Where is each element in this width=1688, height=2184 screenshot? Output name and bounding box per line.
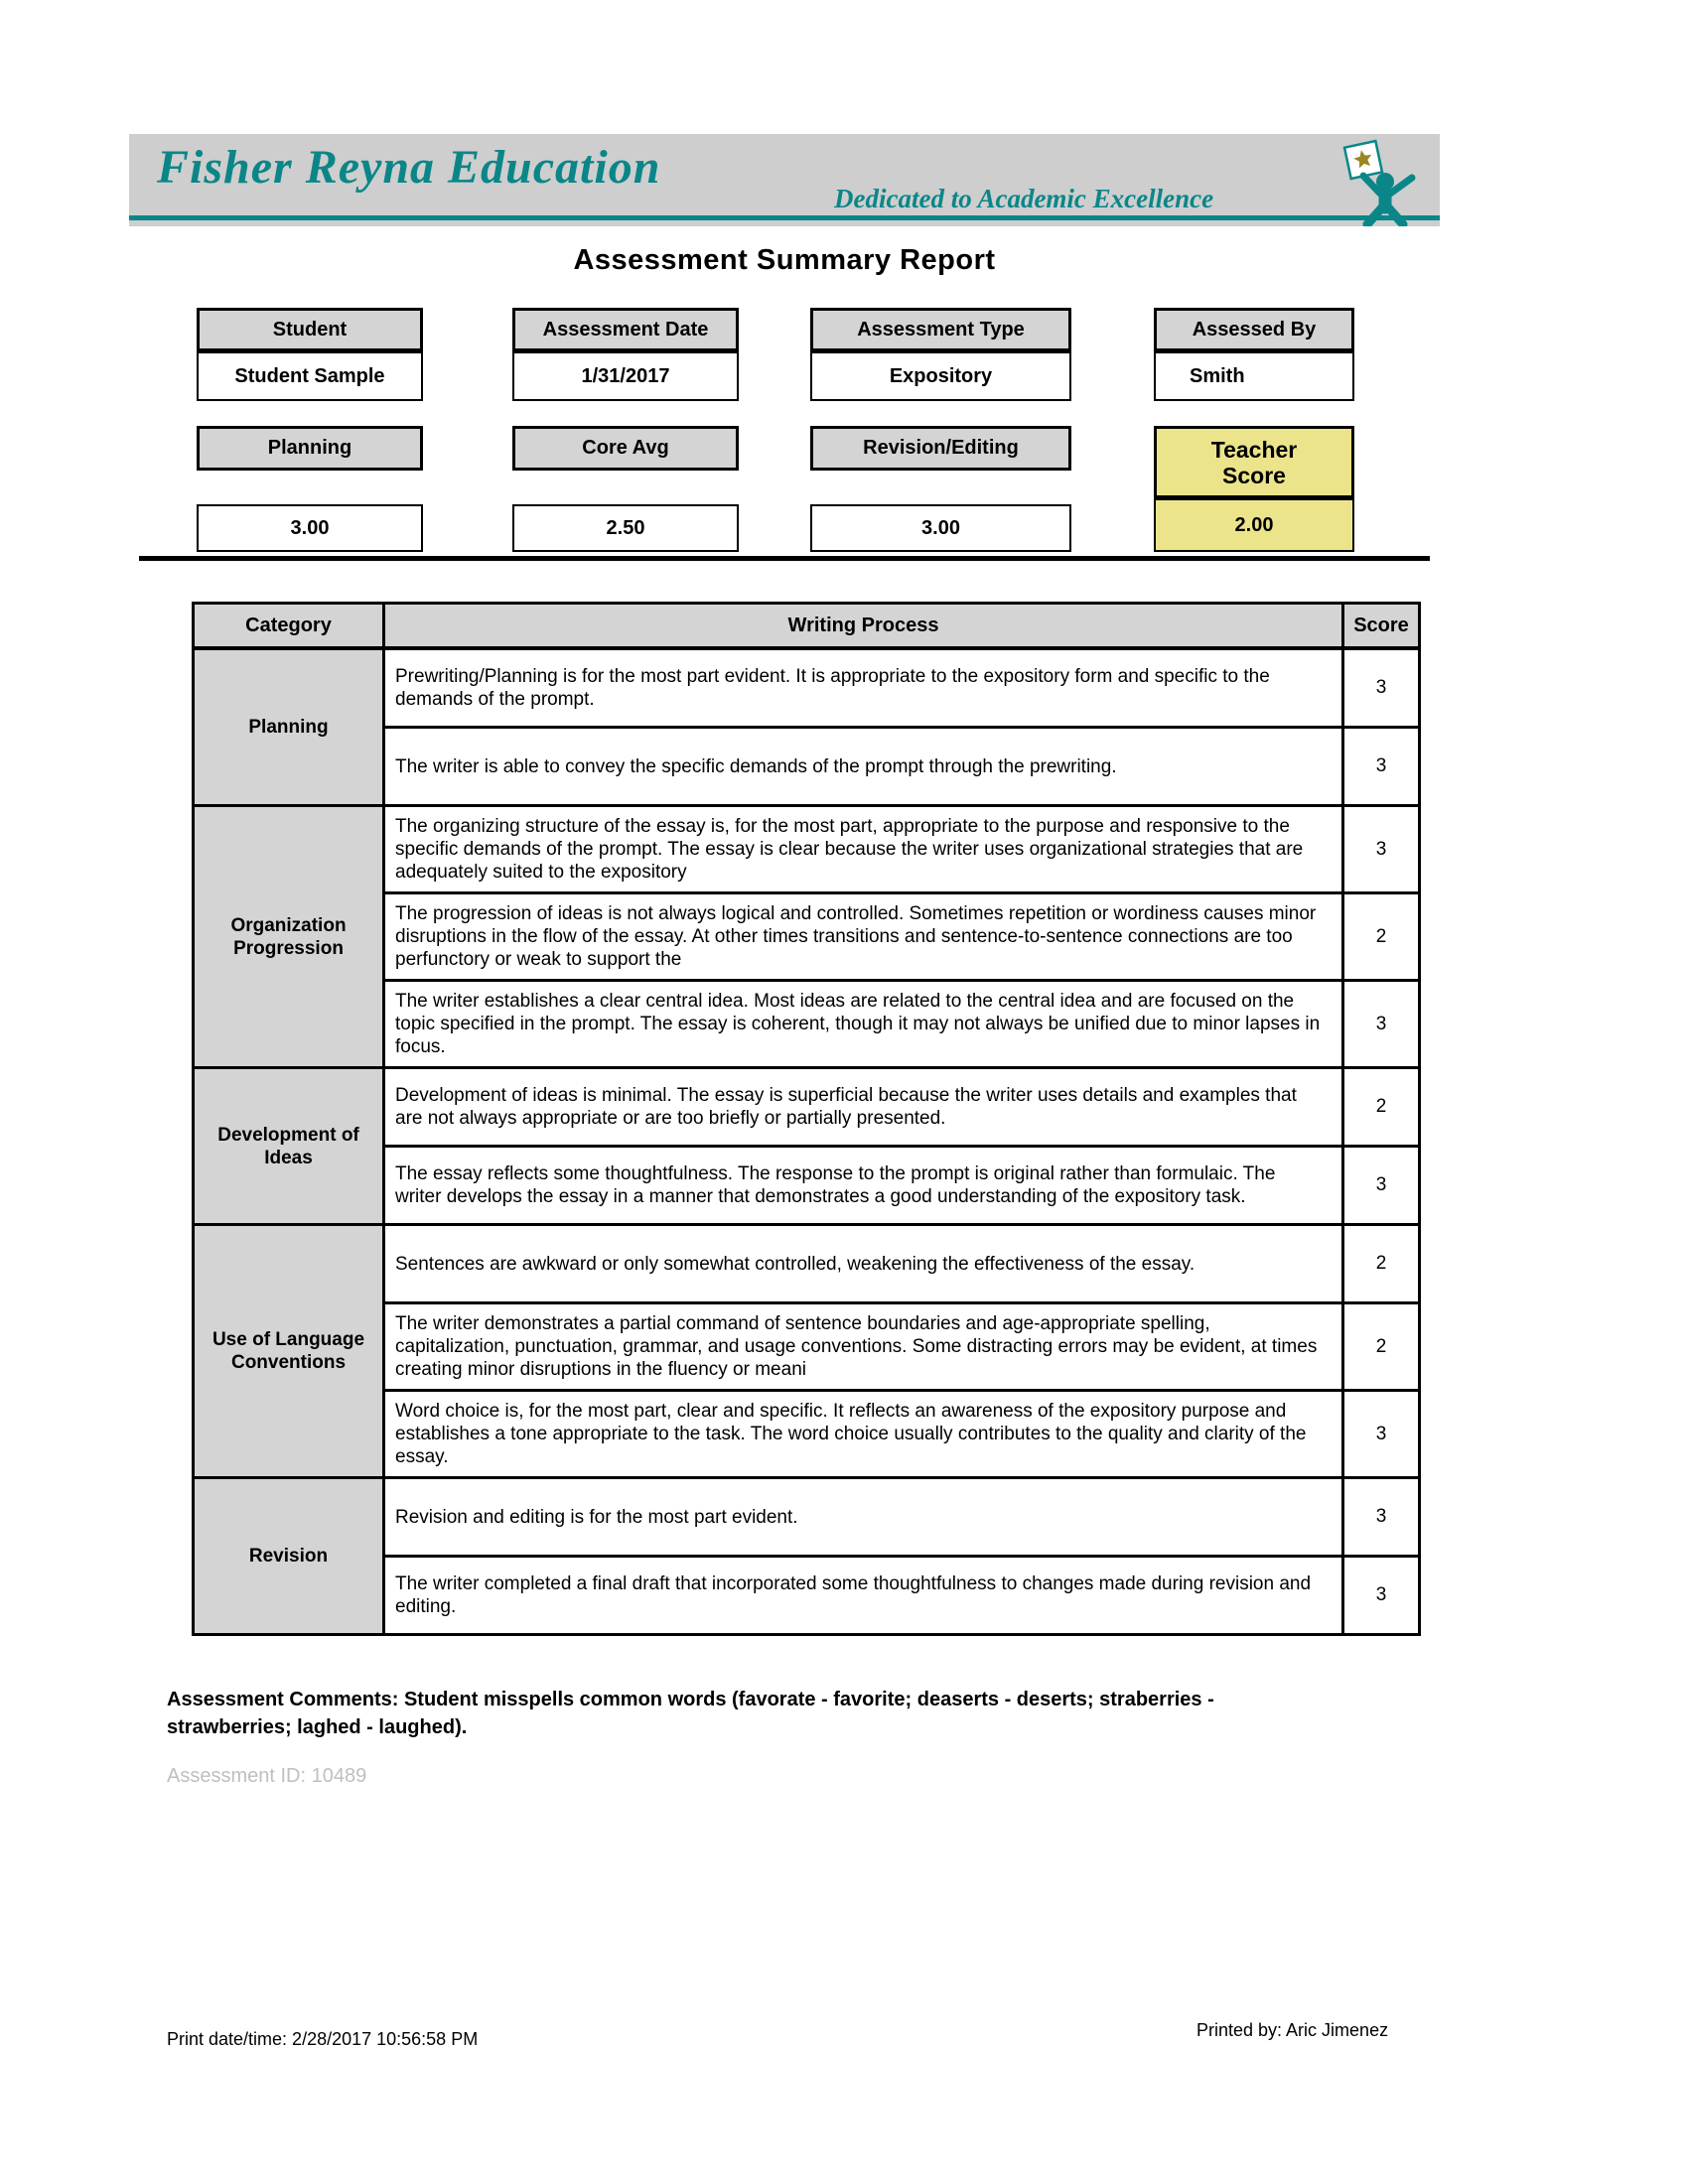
writing-process-cell: Development of ideas is minimal. The essay is superficial because the writer uses details and examples that are not always appropriate or are too briefly or partially presented.: [384, 1068, 1343, 1147]
writing-process-cell: The writer establishes a clear central idea. Most ideas are related to the central idea and are focused on the topic specified in the prompt. The essay is coherent, though it may not always be unified due to minor lapses in focus.: [384, 981, 1343, 1068]
category-column-header: Category: [194, 604, 384, 649]
planning-value-box: [197, 504, 423, 552]
score-cell: 3: [1343, 1147, 1420, 1225]
assessed-by-value: Smith: [1190, 364, 1245, 387]
revision-editing-label-box: [810, 426, 1071, 471]
core-avg-label-box: [512, 426, 739, 471]
category-cell: Organization Progression: [194, 806, 384, 1068]
rubric-row: [194, 1478, 1420, 1557]
score-cell: 3: [1343, 1391, 1420, 1478]
assessment-type-label-box: [810, 308, 1071, 351]
assessed-by-value-box: [1154, 351, 1354, 401]
category-cell: Use of Language Conventions: [194, 1225, 384, 1478]
brand-name: Fisher Reyna Education: [157, 141, 661, 194]
student-label-box: [197, 308, 423, 351]
student-value: Student Sample: [234, 364, 385, 387]
page-title: Assessment Summary Report: [573, 244, 996, 276]
score-cell: 2: [1343, 1303, 1420, 1391]
core-avg-label: Core Avg: [582, 437, 669, 459]
writing-process-cell: Prewriting/Planning is for the most part evident. It is appropriate to the expository form and specific to the demands of the prompt.: [384, 648, 1343, 728]
revision-editing-value: 3.00: [921, 516, 960, 539]
printed-by: Printed by: Aric Jimenez: [1196, 2020, 1389, 2040]
planning-value: 3.00: [290, 516, 330, 539]
revision-editing-value-box: [810, 504, 1071, 552]
assessment-id: Assessment ID: 10489: [167, 1765, 367, 1787]
score-cell: 2: [1343, 1068, 1420, 1147]
category-cell: Development of Ideas: [194, 1068, 384, 1225]
section-divider: [139, 556, 1430, 561]
teacher-score-value: 2.00: [1234, 513, 1274, 536]
score-column-header: Score: [1343, 604, 1420, 649]
core-avg-value-box: [512, 504, 739, 552]
assessment-date-value-box: [512, 351, 739, 401]
assessed-by-label: Assessed By: [1192, 318, 1317, 341]
score-cell: 3: [1343, 806, 1420, 893]
teacher-score-label-box: [1154, 426, 1354, 498]
writing-process-column-header: Writing Process: [384, 604, 1343, 649]
assessment-date-label: Assessment Date: [542, 318, 709, 341]
writing-process-cell: Word choice is, for the most part, clear and specific. It reflects an awareness of the expository purpose and establishes a tone appropriate to the task. The word choice usually contributes to the quality and clarity of the essay.: [384, 1391, 1343, 1478]
rubric-row: [194, 1225, 1420, 1303]
writing-process-cell: The organizing structure of the essay is, for the most part, appropriate to the purpose and responsive to the specific demands of the prompt. The essay is clear because the writer uses organizational strategies that are adequately suited to the expository: [384, 806, 1343, 893]
rubric-row: [194, 648, 1420, 728]
score-cell: 3: [1343, 728, 1420, 806]
brand-tagline: Dedicated to Academic Excellence: [834, 184, 1214, 213]
student-value-box: [197, 351, 423, 401]
score-cell: 2: [1343, 1225, 1420, 1303]
assessment-date-value: 1/31/2017: [581, 364, 670, 387]
teacher-score-value-box: [1154, 498, 1354, 552]
rubric-row: [194, 1068, 1420, 1147]
score-cell: 3: [1343, 1557, 1420, 1635]
assessment-comments: Assessment Comments: Student misspells common words (favorate - favorite; deaserts - deserts; straberries - strawberries; laghed - laughed).: [167, 1689, 1214, 1738]
planning-label: Planning: [267, 437, 352, 459]
header-teal-rule: [129, 215, 1440, 220]
table-header-row: [194, 604, 1420, 649]
revision-editing-label: Revision/Editing: [863, 437, 1019, 459]
score-cell: 3: [1343, 648, 1420, 728]
planning-label-box: [197, 426, 423, 471]
writing-process-cell: The writer is able to convey the specific demands of the prompt through the prewriting.: [384, 728, 1343, 806]
student-label: Student: [272, 318, 348, 341]
assessment-type-value-box: [810, 351, 1071, 401]
writing-process-cell: The writer completed a final draft that incorporated some thoughtfulness to changes made during revision and editing.: [384, 1557, 1343, 1635]
score-cell: 3: [1343, 1478, 1420, 1557]
teacher-score-label: Teacher Score: [1210, 436, 1298, 488]
writing-process-cell: Sentences are awkward or only somewhat controlled, weakening the effectiveness of the essay.: [384, 1225, 1343, 1303]
print-datetime: Print date/time: 2/28/2017 10:56:58 PM: [167, 2029, 479, 2049]
writing-process-cell: The writer demonstrates a partial command of sentence boundaries and age-appropriate spelling, capitalization, punctuation, grammar, and usage conventions. Some distracting errors may be evident, at times creating minor disruptions in the fluency or meani: [384, 1303, 1343, 1391]
assessment-type-label: Assessment Type: [857, 318, 1025, 341]
category-cell: Revision: [194, 1478, 384, 1635]
assessment-type-value: Expository: [889, 364, 993, 387]
score-cell: 2: [1343, 893, 1420, 981]
core-avg-value: 2.50: [606, 516, 645, 539]
category-cell: Planning: [194, 648, 384, 806]
header-band: [129, 134, 1440, 226]
writing-process-rubric-table: [192, 602, 1421, 1636]
score-cell: 3: [1343, 981, 1420, 1068]
rubric-row: [194, 806, 1420, 893]
assessed-by-label-box: [1154, 308, 1354, 351]
writing-process-cell: The essay reflects some thoughtfulness. The response to the prompt is original rather than formulaic. The writer develops the essay in a manner that demonstrates a good understanding of the expository task.: [384, 1147, 1343, 1225]
assessment-date-label-box: [512, 308, 739, 351]
writing-process-cell: The progression of ideas is not always logical and controlled. Sometimes repetition or wordiness causes minor disruptions in the flow of the essay. At other times transitions and sentence-to-sentence connections are too perfunctory or weak to support the: [384, 893, 1343, 981]
person-raising-star-certificate-icon: [1326, 134, 1435, 226]
writing-process-cell: Revision and editing is for the most part evident.: [384, 1478, 1343, 1557]
